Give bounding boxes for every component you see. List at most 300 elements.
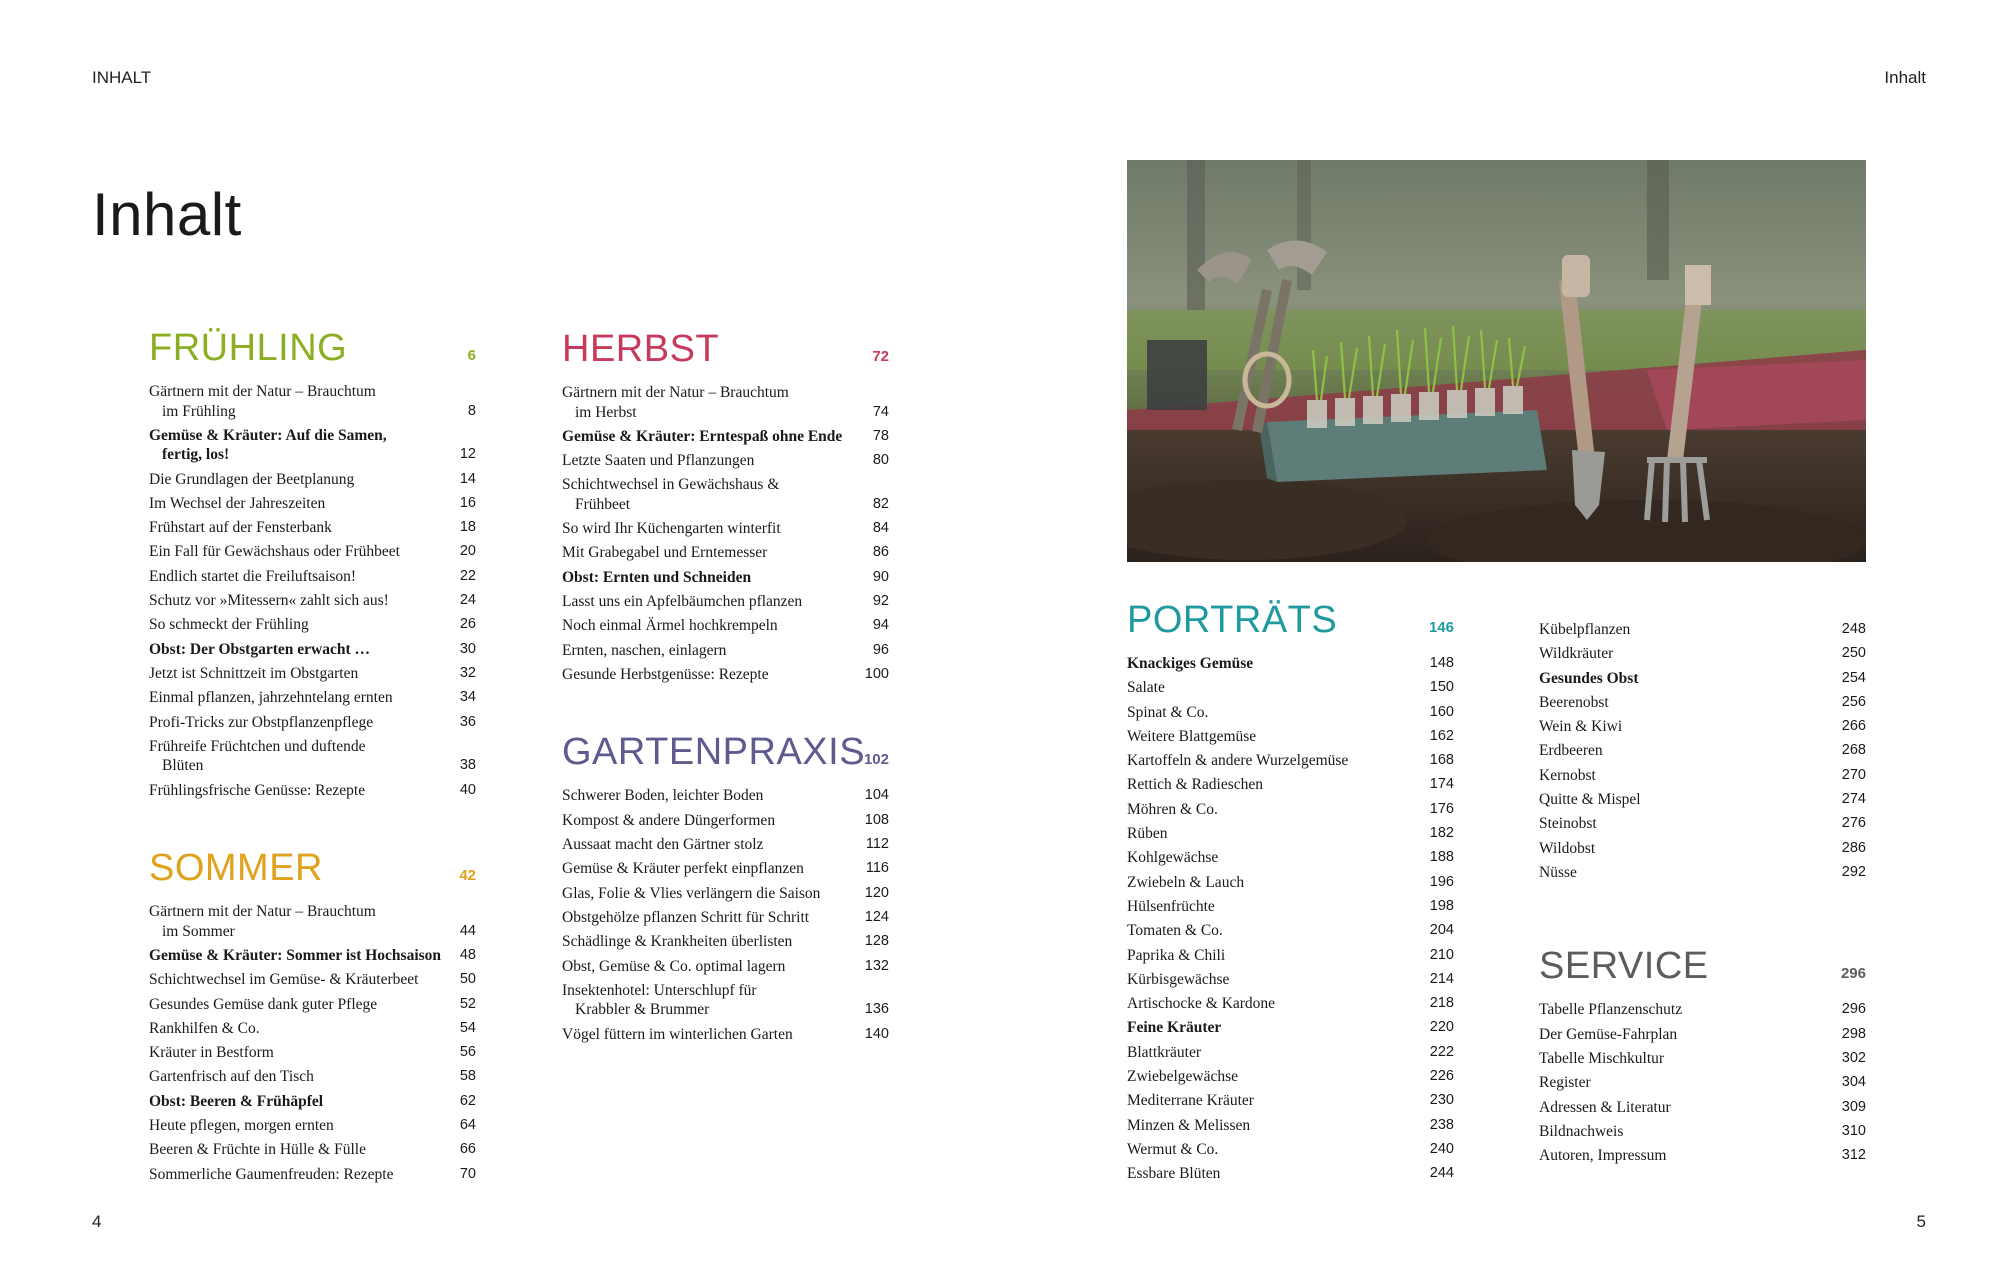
folio-right: 5 [1916, 1212, 1926, 1231]
toc-entry[interactable] [149, 1140, 476, 1160]
toc-entry-title [1127, 848, 1424, 868]
section-page-number: 72 [872, 348, 889, 365]
toc-entry-page: 96 [872, 641, 889, 658]
toc-entry[interactable] [562, 568, 889, 588]
toc-entry-page: 116 [865, 860, 889, 877]
toc-entry-title [149, 1092, 449, 1112]
toc-entry[interactable] [149, 781, 476, 801]
toc-entry[interactable] [1539, 1146, 1866, 1166]
toc-entry-title-text: Mediterrane Kräuter [1127, 1092, 1254, 1110]
toc-entry-title-text: Nüsse [1539, 863, 1577, 881]
toc-entry[interactable] [149, 567, 476, 587]
toc-entry-title-continuation: im Frühling [162, 402, 236, 420]
toc-entry-title-text: Kernobst [1539, 766, 1596, 784]
toc-entry[interactable] [1539, 717, 1866, 737]
toc-entry-title-text: Knackiges Gemüse [1127, 655, 1254, 672]
toc-entry[interactable] [1127, 848, 1454, 868]
toc-entry-page: 32 [459, 664, 476, 681]
toc-entry[interactable] [149, 970, 476, 990]
toc-entry-page: 286 [1841, 839, 1866, 856]
toc-entry-page: 66 [459, 1141, 476, 1158]
toc-entry[interactable] [149, 995, 476, 1015]
toc-entry[interactable] [562, 427, 889, 447]
garden-seedlings-photo [1127, 160, 1866, 562]
toc-entry-title-text: Sommerliche Gaumenfreuden: Rezepte [149, 1165, 394, 1183]
toc-entry-title [562, 884, 859, 904]
toc-entry[interactable] [1539, 790, 1866, 810]
toc-entry-title-text: Tomaten & Co. [1127, 922, 1223, 940]
toc-entry[interactable] [149, 1043, 476, 1063]
toc-entry-title [562, 519, 862, 539]
toc-entry-title-text: Beeren & Früchte in Hülle & Fülle [149, 1141, 366, 1159]
toc-entry[interactable] [149, 1019, 476, 1039]
toc-entry-title-text: Zwiebeln & Lauch [1127, 873, 1245, 891]
toc-entry-title-text: Schichtwechsel im Gemüse- & Kräuterbeet [149, 971, 419, 989]
toc-entry-title-text: Gärtnern mit der Natur – Brauchtum [562, 384, 789, 401]
toc-entry-page: 94 [872, 617, 889, 634]
toc-entry-page: 168 [1429, 752, 1454, 769]
toc-entry-title [1539, 669, 1836, 689]
toc-entry-title [149, 615, 449, 635]
toc-entry-page: 90 [872, 568, 889, 585]
toc-entry[interactable] [1127, 921, 1454, 941]
toc-entry-title [562, 835, 860, 855]
toc-entry-title-text: Adressen & Literatur [1539, 1098, 1671, 1116]
toc-entry-page: 196 [1429, 873, 1454, 890]
section-page-number: 296 [1840, 965, 1866, 983]
toc-entry-page: 174 [1429, 776, 1454, 793]
toc-entry[interactable] [1539, 814, 1866, 834]
toc-entry-title [1127, 1164, 1424, 1184]
toc-entry-page: 64 [459, 1117, 476, 1134]
toc-entry-title [1127, 1116, 1424, 1136]
toc-entry-title-text: Gärtnern mit der Natur – Brauchtum [149, 383, 376, 400]
toc-entry-page: 22 [459, 567, 476, 584]
toc-entry[interactable] [1539, 839, 1866, 859]
toc-entry-page: 240 [1429, 1140, 1454, 1157]
section-title: PORTRÄTS [1127, 599, 1338, 641]
toc-entry-page: 82 [872, 495, 889, 512]
toc-entry-page: 86 [872, 544, 889, 561]
toc-entry-page: 312 [1841, 1147, 1866, 1164]
folio-left: 4 [92, 1212, 102, 1231]
toc-entry[interactable] [149, 615, 476, 635]
toc-entry-page: 214 [1429, 970, 1454, 987]
toc-entry-title [1539, 1073, 1836, 1093]
running-head-left: INHALT [92, 68, 152, 87]
toc-entry-title-text: Glas, Folie & Vlies verlängern die Saison [562, 884, 821, 902]
toc-entry[interactable] [1539, 644, 1866, 664]
toc-entry-page: 20 [459, 543, 476, 560]
toc-entry-title [1127, 1067, 1424, 1087]
section-page-number: 146 [1428, 619, 1454, 636]
toc-entry-title-text: So schmeckt der Frühling [149, 616, 309, 634]
toc-entry-title [562, 641, 862, 661]
toc-entry[interactable] [1539, 620, 1866, 640]
toc-entry-page: 310 [1841, 1122, 1866, 1139]
toc-entry-title [562, 383, 862, 422]
toc-entry[interactable] [1127, 1067, 1454, 1087]
toc-entry[interactable] [1539, 669, 1866, 689]
toc-entry[interactable] [562, 811, 889, 831]
toc-entry[interactable] [1127, 970, 1454, 990]
toc-entry-title [1539, 1025, 1836, 1045]
toc-entry[interactable] [149, 713, 476, 733]
toc-entry[interactable] [1127, 775, 1454, 795]
toc-entry[interactable] [562, 475, 889, 514]
toc-column-1 [149, 318, 476, 1189]
toc-entry-page: 148 [1429, 655, 1454, 671]
toc-entry-title-text: Essbare Blüten [1127, 1165, 1221, 1183]
toc-entry[interactable] [1127, 897, 1454, 917]
toc-entry-page: 198 [1429, 897, 1454, 914]
toc-column-4 [1539, 620, 1866, 1171]
toc-entry-page: 226 [1429, 1068, 1454, 1085]
toc-entry-page: 80 [872, 452, 889, 469]
toc-entry-title [1127, 921, 1424, 941]
toc-entry-title-text: Gemüse & Kräuter perfekt einpflanzen [562, 860, 804, 878]
toc-entry-title [562, 475, 862, 514]
toc-entry-page: 160 [1429, 703, 1454, 720]
toc-entry-title [562, 932, 859, 952]
toc-entry-title-text: Vögel füttern im winterlichen Garten [562, 1025, 793, 1043]
toc-entry-title-text: Wermut & Co. [1127, 1140, 1219, 1158]
toc-entry-title [1539, 839, 1836, 859]
section-header [149, 318, 476, 368]
toc-entry[interactable] [149, 640, 476, 660]
section-gartenpraxis [562, 722, 889, 1044]
toc-entry-title [562, 451, 862, 471]
toc-entry[interactable] [149, 1067, 476, 1087]
toc-entry-title-text: Gartenfrisch auf den Tisch [149, 1068, 314, 1086]
toc-entry-title [149, 518, 449, 538]
toc-entry-page: 120 [864, 884, 889, 901]
toc-entry-page: 210 [1429, 946, 1454, 963]
toc-entry-title [1127, 946, 1424, 966]
toc-entry-title [562, 665, 859, 685]
toc-entry-title-text: Rüben [1127, 825, 1168, 843]
toc-entry[interactable] [1127, 727, 1454, 747]
toc-entry-page: 34 [459, 689, 476, 706]
toc-entry-page: 309 [1841, 1098, 1866, 1115]
toc-entry[interactable] [562, 908, 889, 928]
toc-entry-title [149, 1140, 449, 1160]
toc-entry-page: 78 [872, 427, 889, 444]
toc-entry[interactable] [1127, 1043, 1454, 1063]
toc-entry-title [149, 713, 449, 733]
toc-entry-page: 162 [1429, 727, 1454, 744]
toc-entry-page: 62 [459, 1092, 476, 1109]
toc-entry-title-text: Lasst uns ein Apfelbäumchen pflanzen [562, 593, 803, 611]
toc-entry[interactable] [562, 1025, 889, 1045]
toc-entry-title-text: Beerenobst [1539, 693, 1609, 711]
toc-entry[interactable] [149, 1092, 476, 1112]
section-header [562, 722, 889, 772]
toc-entry[interactable] [149, 591, 476, 611]
toc-entry-title-text: Noch einmal Ärmel hochkrempeln [562, 617, 778, 635]
toc-entry-title-text: Heute pflegen, morgen ernten [149, 1117, 334, 1135]
toc-entry[interactable] [1127, 800, 1454, 820]
toc-entry-title-text: Frühstart auf der Fensterbank [149, 519, 332, 537]
toc-entry-title-continuation: im Herbst [575, 403, 637, 421]
toc-entry[interactable] [562, 884, 889, 904]
page-title: Inhalt [92, 181, 242, 248]
toc-entry[interactable] [149, 946, 476, 966]
toc-entry-title [1127, 800, 1424, 820]
toc-entry-title [1127, 994, 1424, 1014]
toc-entry[interactable] [149, 494, 476, 514]
toc-entry-title-text: Spinat & Co. [1127, 703, 1209, 721]
toc-entry[interactable] [1127, 1116, 1454, 1136]
toc-entry-title [1127, 654, 1424, 674]
toc-entry[interactable] [1127, 751, 1454, 771]
toc-entry[interactable] [562, 519, 889, 539]
toc-entry-title-continuation: Krabbler & Brummer [575, 1001, 710, 1019]
toc-entry-title-text: Profi-Tricks zur Obstpflanzenpflege [149, 713, 374, 731]
toc-entry-page: 276 [1841, 815, 1866, 832]
toc-entry[interactable] [562, 641, 889, 661]
toc-entry-title-text: Gesundes Gemüse dank guter Pflege [149, 995, 378, 1013]
toc-entry[interactable] [562, 957, 889, 977]
toc-entry-title-text: Register [1539, 1074, 1591, 1092]
section-portraets-continued [1539, 620, 1866, 882]
toc-entry-page: 238 [1429, 1116, 1454, 1133]
toc-entry-title [149, 470, 449, 490]
toc-entry-title [1539, 766, 1836, 786]
toc-column-2 [562, 319, 889, 1049]
section-header [1127, 590, 1454, 640]
toc-entry[interactable] [562, 859, 889, 879]
toc-list [1539, 620, 1866, 882]
toc-entry-title [149, 542, 449, 562]
toc-entry[interactable] [1127, 994, 1454, 1014]
toc-entry-title [149, 1165, 449, 1185]
toc-entry[interactable] [149, 902, 476, 941]
toc-list [562, 383, 889, 684]
toc-entry[interactable] [562, 835, 889, 855]
section-header [149, 838, 476, 888]
toc-entry-page: 176 [1429, 800, 1454, 817]
toc-entry[interactable] [1127, 946, 1454, 966]
toc-entry-page: 304 [1841, 1074, 1866, 1091]
toc-entry-page: 292 [1841, 863, 1866, 880]
toc-entry-title-continuation: Frühbeet [575, 495, 631, 513]
toc-entry-page: 188 [1429, 849, 1454, 866]
toc-entry-page: 218 [1429, 995, 1454, 1012]
toc-entry[interactable] [1127, 703, 1454, 723]
toc-entry-title [562, 543, 862, 563]
toc-entry[interactable] [149, 470, 476, 490]
toc-entry-title [149, 1067, 449, 1087]
toc-entry-title [149, 426, 449, 465]
toc-entry-page: 30 [459, 640, 476, 657]
toc-entry-title [562, 957, 859, 977]
toc-entry-title [149, 970, 449, 990]
toc-entry[interactable] [1127, 1140, 1454, 1160]
toc-entry[interactable] [149, 737, 476, 776]
toc-entry-title-text: So wird Ihr Küchengarten winterfit [562, 520, 781, 538]
toc-entry-title-text: Gemüse & Kräuter: Auf die Samen, [149, 426, 387, 444]
toc-entry-page: 70 [459, 1165, 476, 1182]
toc-entry-title [1127, 1091, 1424, 1111]
toc-entry-title-text: Minzen & Melissen [1127, 1116, 1251, 1134]
section-header [1539, 936, 1866, 986]
toc-entry-title-continuation: Blüten [162, 757, 204, 775]
toc-entry-title-text: Schutz vor »Mitessern« zahlt sich aus! [149, 592, 389, 610]
section-title: HERBST [562, 328, 720, 370]
toc-entry-title-text: Gesunde Herbstgenüsse: Rezepte [562, 665, 769, 683]
toc-entry[interactable] [1539, 1073, 1866, 1093]
toc-entry-title [149, 995, 449, 1015]
section-page-number: 102 [863, 751, 889, 769]
toc-entry[interactable] [562, 665, 889, 685]
toc-entry[interactable] [149, 382, 476, 421]
toc-entry-title-text: Gemüse & Kräuter: Sommer ist Hochsaison [149, 946, 442, 964]
toc-entry[interactable] [562, 543, 889, 563]
toc-entry-title [1539, 1049, 1836, 1069]
toc-entry-title-text: Die Grundlagen der Beetplanung [149, 470, 355, 488]
toc-entry-title [149, 1019, 449, 1039]
toc-entry-page: 36 [459, 713, 476, 730]
toc-entry-title-text: Obst, Gemüse & Co. optimal lagern [562, 957, 786, 975]
toc-entry-page: 44 [459, 922, 476, 939]
toc-entry-title-text: Ernten, naschen, einlagern [562, 641, 727, 659]
photo-illustration [1127, 160, 1866, 562]
toc-entry[interactable] [149, 664, 476, 684]
toc-entry-page: 248 [1841, 621, 1866, 637]
toc-entry-page: 56 [459, 1044, 476, 1061]
toc-entry-title-text: Obst: Der Obstgarten erwacht … [149, 640, 370, 658]
toc-entry-page: 136 [864, 1001, 889, 1018]
toc-entry-title [149, 946, 449, 966]
toc-entry-title-text: Kürbisgewächse [1127, 970, 1230, 988]
toc-entry[interactable] [1127, 1018, 1454, 1038]
toc-entry-page: 268 [1841, 742, 1866, 759]
toc-entry-title-text: Insektenhotel: Unterschlupf für [562, 981, 757, 999]
toc-entry-page: 182 [1429, 825, 1454, 842]
toc-entry[interactable] [1539, 1049, 1866, 1069]
toc-entry-title [1539, 644, 1836, 664]
toc-entry-title-text: Ein Fall für Gewächshaus oder Frühbeet [149, 543, 400, 561]
toc-entry-title [149, 591, 449, 611]
toc-entry-page: 270 [1841, 766, 1866, 783]
toc-entry[interactable] [1539, 1122, 1866, 1142]
toc-entry-title [562, 1025, 859, 1045]
toc-entry-page: 104 [864, 787, 889, 804]
section-fruehling [149, 318, 476, 800]
toc-entry-page: 256 [1841, 693, 1866, 710]
toc-entry[interactable] [1127, 824, 1454, 844]
section-page-number: 42 [459, 867, 476, 885]
toc-entry[interactable] [562, 932, 889, 952]
toc-entry[interactable] [1539, 1025, 1866, 1045]
toc-entry-page: 296 [1841, 1001, 1866, 1018]
toc-entry[interactable] [1539, 863, 1866, 883]
toc-entry-title [149, 737, 449, 776]
toc-list [149, 902, 476, 1184]
toc-entry-title [562, 427, 862, 447]
section-herbst [562, 319, 889, 684]
toc-entry[interactable] [562, 981, 889, 1020]
toc-entry[interactable] [1539, 693, 1866, 713]
toc-entry[interactable] [1539, 741, 1866, 761]
toc-entry-title-text: Einmal pflanzen, jahrzehntelang ernten [149, 689, 393, 707]
toc-entry[interactable] [149, 1165, 476, 1185]
toc-entry[interactable] [149, 426, 476, 465]
toc-entry-title-text: Wein & Kiwi [1539, 718, 1623, 736]
toc-entry-title-continuation: fertig, los! [162, 446, 230, 464]
toc-column-3 [1127, 590, 1454, 1189]
toc-entry[interactable] [1127, 873, 1454, 893]
toc-entry-title [1539, 1146, 1836, 1166]
toc-entry[interactable] [562, 786, 889, 806]
toc-entry-page: 74 [872, 403, 889, 420]
toc-entry[interactable] [1127, 1091, 1454, 1111]
toc-entry[interactable] [1127, 1164, 1454, 1184]
toc-entry[interactable] [149, 1116, 476, 1136]
toc-entry-title-text: Der Gemüse-Fahrplan [1539, 1025, 1678, 1043]
toc-entry[interactable] [1127, 678, 1454, 698]
toc-entry-page: 14 [459, 470, 476, 487]
toc-entry[interactable] [562, 592, 889, 612]
toc-entry-title [562, 786, 859, 806]
toc-entry[interactable] [1127, 654, 1454, 674]
toc-entry-title-text: Letzte Saaten und Pflanzungen [562, 452, 755, 470]
toc-entry-title [1539, 693, 1836, 713]
toc-entry-title [149, 494, 449, 514]
toc-entry[interactable] [562, 451, 889, 471]
toc-entry-title-text: Wildkräuter [1539, 645, 1614, 663]
section-title: SOMMER [149, 847, 323, 890]
toc-entry-title-text: Schichtwechsel in Gewächshaus & [562, 476, 780, 494]
toc-entry-title [1539, 620, 1836, 640]
toc-entry[interactable] [1539, 766, 1866, 786]
section-service [1539, 936, 1866, 1165]
toc-entry-title [562, 908, 859, 928]
toc-entry[interactable] [1539, 1098, 1866, 1118]
toc-entry[interactable] [562, 616, 889, 636]
toc-entry-title [149, 640, 449, 660]
toc-entry-page: 254 [1841, 669, 1866, 686]
toc-entry-title [149, 1116, 449, 1136]
toc-entry-title-text: Frühlingsfrische Genüsse: Rezepte [149, 781, 366, 799]
toc-entry-page: 8 [467, 402, 476, 419]
toc-entry[interactable] [149, 542, 476, 562]
toc-entry-page: 92 [872, 593, 889, 610]
toc-entry-title-text: Rankhilfen & Co. [149, 1019, 260, 1037]
toc-entry-title [562, 592, 862, 612]
section-sommer [149, 838, 476, 1184]
toc-entry-title-text: Endlich startet die Freiluftsaison! [149, 567, 357, 585]
toc-entry-page: 124 [864, 908, 889, 925]
toc-entry-page: 40 [459, 781, 476, 798]
toc-entry-page: 58 [459, 1068, 476, 1085]
toc-entry-title-text: Erdbeeren [1539, 742, 1603, 760]
toc-entry[interactable] [149, 518, 476, 538]
toc-entry-title-text: Feine Kräuter [1127, 1019, 1222, 1037]
toc-entry-page: 100 [864, 665, 889, 682]
toc-entry[interactable] [1539, 1000, 1866, 1020]
section-portraets [1127, 590, 1454, 1184]
toc-entry-page: 108 [864, 811, 889, 828]
toc-entry-page: 274 [1841, 791, 1866, 808]
toc-entry[interactable] [562, 383, 889, 422]
toc-entry-title-text: Artischocke & Kardone [1127, 995, 1276, 1013]
toc-entry-title [1539, 1098, 1836, 1118]
toc-entry-page: 150 [1429, 679, 1454, 696]
toc-entry-title-text: Im Wechsel der Jahreszeiten [149, 494, 326, 512]
toc-entry[interactable] [149, 688, 476, 708]
